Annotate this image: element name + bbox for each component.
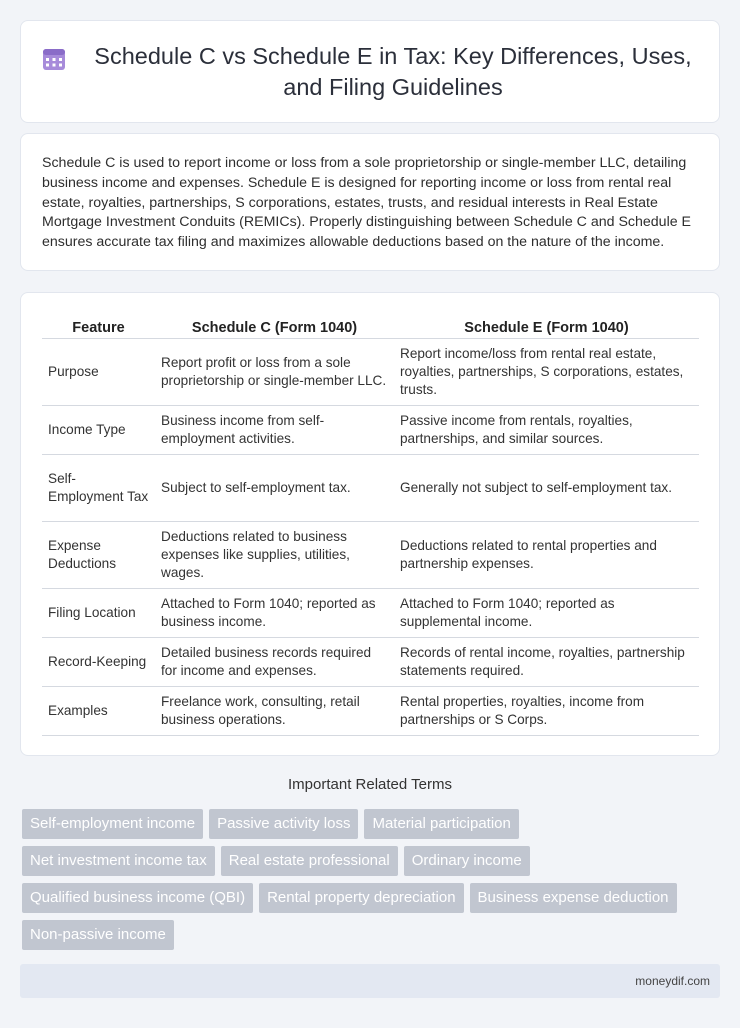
row-schedule-e: Passive income from rentals, royalties, partnerships, and similar sources. — [394, 406, 699, 455]
row-schedule-c: Report profit or loss from a sole proprietorship or single-member LLC. — [155, 339, 394, 406]
row-schedule-c: Detailed business records required for income and expenses. — [155, 638, 394, 687]
table-row — [42, 589, 699, 638]
page-title: Schedule C vs Schedule E in Tax: Key Differences, Uses, and Filing Guidelines — [94, 42, 692, 100]
row-schedule-e: Rental properties, royalties, income from partnerships or S Corps. — [394, 687, 699, 736]
row-feature: Record-Keeping — [42, 638, 155, 687]
row-schedule-c: Business income from self-employment activities. — [155, 406, 394, 455]
row-feature: Self-Employment Tax — [42, 455, 155, 522]
row-feature: Income Type — [42, 406, 155, 455]
intro-paragraph: Schedule C is used to report income or loss from a sole proprietorship or single-member LLC, detailing business income and expenses. Schedule E is designed for reporting income or loss from rental real estate, royalties, partnerships, S corporations, estates, trusts, and residual interests in Real Estate Mortgage Investment Conduits (REMICs). Properly distinguishing between Schedule C and Schedule E ensures accurate tax filing and maximizes allowable deductions based on the nature of the income. — [42, 155, 692, 251]
table-row — [42, 522, 699, 589]
related-terms-list — [22, 809, 722, 957]
related-term-tag[interactable]: Self-employment income — [22, 809, 203, 839]
comparison-table-card — [20, 292, 720, 756]
table-row — [42, 687, 699, 736]
header-card — [20, 20, 720, 123]
row-feature: Filing Location — [42, 589, 155, 638]
related-term-tag[interactable]: Qualified business income (QBI) — [22, 883, 253, 913]
row-schedule-c: Attached to Form 1040; reported as business income. — [155, 589, 394, 638]
row-feature: Purpose — [42, 339, 155, 406]
row-feature: Expense Deductions — [42, 522, 155, 589]
table-row — [42, 406, 699, 455]
related-term-tag[interactable]: Real estate professional — [221, 846, 398, 876]
row-schedule-c: Subject to self-employment tax. — [155, 455, 394, 522]
related-term-tag[interactable]: Business expense deduction — [470, 883, 677, 913]
footer-site-link[interactable]: moneydif.com — [635, 974, 710, 988]
row-schedule-e: Generally not subject to self-employment tax. — [394, 455, 699, 522]
related-term-tag[interactable]: Ordinary income — [404, 846, 530, 876]
table-header-row — [42, 309, 699, 339]
comparison-table — [42, 309, 699, 736]
row-schedule-e: Deductions related to rental properties and partnership expenses. — [394, 522, 699, 589]
intro-card — [20, 133, 720, 271]
related-term-tag[interactable]: Non-passive income — [22, 920, 174, 950]
table-row — [42, 339, 699, 406]
row-schedule-c: Freelance work, consulting, retail business operations. — [155, 687, 394, 736]
calendar-icon — [41, 46, 67, 72]
related-terms-title: Important Related Terms — [288, 776, 452, 793]
column-header-schedule-e: Schedule E (Form 1040) — [394, 309, 699, 339]
column-header-schedule-c: Schedule C (Form 1040) — [155, 309, 394, 339]
table-row — [42, 638, 699, 687]
row-feature: Examples — [42, 687, 155, 736]
related-term-tag[interactable]: Net investment income tax — [22, 846, 215, 876]
row-schedule-e: Report income/loss from rental real estate, royalties, partnerships, S corporations, estates, trusts. — [394, 339, 699, 406]
footer — [20, 964, 720, 998]
row-schedule-e: Records of rental income, royalties, partnership statements required. — [394, 638, 699, 687]
row-schedule-e: Attached to Form 1040; reported as supplemental income. — [394, 589, 699, 638]
table-row — [42, 455, 699, 522]
related-term-tag[interactable]: Passive activity loss — [209, 809, 358, 839]
column-header-feature: Feature — [42, 309, 155, 339]
row-schedule-c: Deductions related to business expenses like supplies, utilities, wages. — [155, 522, 394, 589]
related-term-tag[interactable]: Material participation — [364, 809, 518, 839]
related-term-tag[interactable]: Rental property depreciation — [259, 883, 463, 913]
